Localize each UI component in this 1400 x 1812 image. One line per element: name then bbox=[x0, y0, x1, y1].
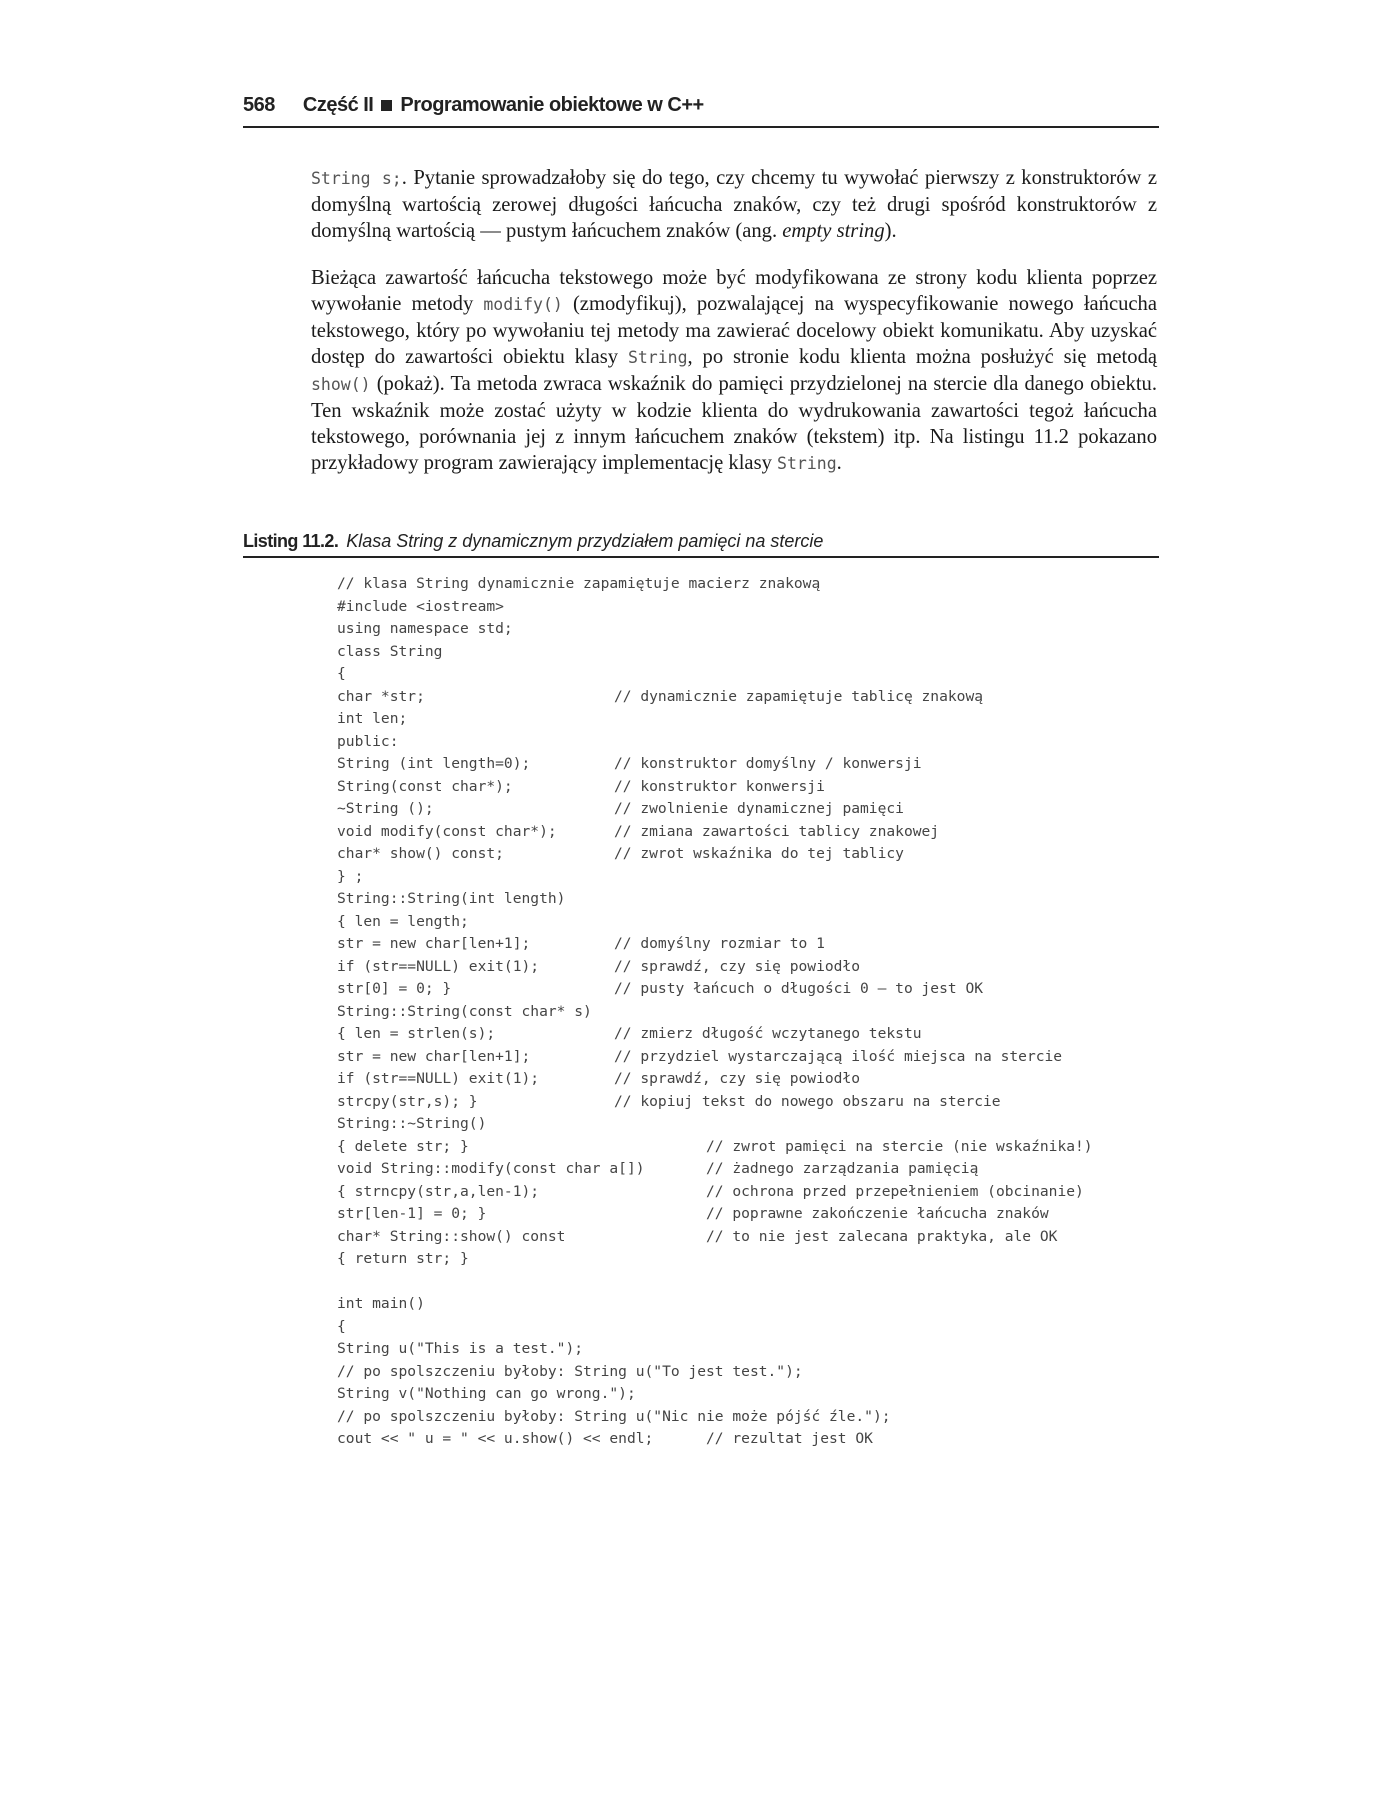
code-comment: // sprawdź, czy się powiodło bbox=[614, 957, 861, 975]
emphasis-term: empty string bbox=[782, 220, 885, 242]
code-comment: // to nie jest zalecana praktyka, ale OK bbox=[706, 1227, 1058, 1245]
code-line bbox=[337, 1158, 1157, 1181]
code-text: { delete str; } bbox=[337, 1137, 469, 1155]
part-label: Część II bbox=[302, 94, 374, 116]
code-text: #include <iostream> bbox=[337, 597, 504, 615]
running-head bbox=[243, 94, 1159, 117]
code-line bbox=[337, 641, 1157, 664]
code-line bbox=[337, 1248, 1157, 1271]
code-text: void String::modify(const char a[]) bbox=[337, 1160, 645, 1177]
listing-rule bbox=[243, 556, 1159, 558]
paragraph-text: , po stronie kodu klienta można posłużyć się metodą bbox=[687, 346, 1158, 368]
code-text: str = new char[len+1]; bbox=[337, 935, 531, 952]
code-text: using namespace std; bbox=[337, 620, 513, 637]
code-line bbox=[337, 1406, 1157, 1429]
code-comment: // poprawne zakończenie łańcucha znaków bbox=[706, 1205, 1049, 1222]
paragraph-text: Bieżąca zawartość łańcucha tekstowego może być modyfikowana ze strony kodu klienta poprzez wywołanie metody bbox=[311, 267, 1157, 315]
code-line bbox=[337, 1271, 1157, 1294]
header-rule bbox=[243, 126, 1159, 128]
inline-code: String bbox=[777, 454, 837, 473]
code-text: public: bbox=[337, 732, 399, 750]
code-text: strcpy(str,s); } bbox=[337, 1092, 478, 1110]
code-text: String(const char*); bbox=[337, 777, 513, 795]
code-line bbox=[337, 686, 1157, 709]
code-text: str = new char[len+1]; bbox=[337, 1047, 531, 1065]
code-line bbox=[337, 978, 1157, 1001]
paragraph-1 bbox=[311, 165, 1157, 244]
code-comment: // zmierz długość wczytanego tekstu bbox=[614, 1025, 922, 1042]
code-comment: // rezultat jest OK bbox=[706, 1430, 873, 1447]
code-line bbox=[337, 663, 1157, 686]
code-comment: // przydziel wystarczającą ilość miejsca na stercie bbox=[614, 1047, 1063, 1065]
paragraph-text: . bbox=[836, 452, 842, 474]
code-comment: // żadnego zarządzania pamięcią bbox=[706, 1160, 979, 1177]
code-text: String v("Nothing can go wrong."); bbox=[337, 1385, 636, 1402]
code-text: { bbox=[337, 1317, 346, 1335]
code-text: str[0] = 0; } bbox=[337, 980, 452, 997]
code-line bbox=[337, 1203, 1157, 1226]
code-line bbox=[337, 821, 1157, 844]
code-text: String u("This is a test."); bbox=[337, 1340, 584, 1357]
code-text: int len; bbox=[337, 710, 408, 727]
code-text: int main() bbox=[337, 1295, 425, 1312]
code-comment: // zwolnienie dynamicznej pamięci bbox=[614, 800, 904, 817]
inline-code: modify() bbox=[483, 295, 563, 314]
code-text: } ; bbox=[337, 867, 364, 885]
code-text: if (str==NULL) exit(1); bbox=[337, 1070, 540, 1087]
code-comment: // sprawdź, czy się powiodło bbox=[614, 1070, 861, 1087]
code-comment: // zwrot pamięci na stercie (nie wskaźnika!) bbox=[706, 1137, 1093, 1155]
code-line bbox=[337, 618, 1157, 641]
code-comment: // konstruktor domyślny / konwersji bbox=[614, 755, 922, 772]
code-text: str[len-1] = 0; } bbox=[337, 1205, 487, 1222]
inline-code: String s; bbox=[311, 169, 402, 188]
code-text: char* String::show() const bbox=[337, 1227, 566, 1245]
code-text: String::String(const char* s) bbox=[337, 1002, 592, 1020]
code-text: // klasa String dynamicznie zapamiętuje macierz znakową bbox=[337, 575, 821, 592]
paragraph-text: ). bbox=[884, 220, 897, 242]
code-line bbox=[337, 1226, 1157, 1249]
code-line bbox=[337, 1046, 1157, 1069]
code-comment: // konstruktor konwersji bbox=[614, 777, 825, 795]
code-line bbox=[337, 933, 1157, 956]
code-line bbox=[337, 1361, 1157, 1384]
code-line bbox=[337, 596, 1157, 619]
code-line bbox=[337, 843, 1157, 866]
code-comment: // ochrona przed przepełnieniem (obcinanie) bbox=[706, 1182, 1084, 1200]
code-line bbox=[337, 1091, 1157, 1114]
code-line bbox=[337, 1001, 1157, 1024]
code-line bbox=[337, 911, 1157, 934]
code-line bbox=[337, 866, 1157, 889]
code-text: char *str; bbox=[337, 687, 425, 705]
code-line bbox=[337, 708, 1157, 731]
code-line bbox=[337, 731, 1157, 754]
code-text: String::~String() bbox=[337, 1115, 487, 1132]
code-line bbox=[337, 573, 1157, 596]
code-line bbox=[337, 888, 1157, 911]
code-text: cout << " u = " << u.show() << endl; bbox=[337, 1430, 654, 1447]
code-line bbox=[337, 776, 1157, 799]
section-title: Programowanie obiektowe w C++ bbox=[400, 94, 704, 116]
code-listing bbox=[337, 573, 1157, 1451]
code-text: if (str==NULL) exit(1); bbox=[337, 957, 540, 975]
paragraph-text: . Pytanie sprowadzałoby się do tego, czy chcemy tu wywołać pierwszy z konstruktorów z domyślną wartością zerowej długości łańcucha znaków, czy też drugi spośród konstruktorów z domyślną wartością — pustym łańcuchem znaków (ang. bbox=[311, 167, 1158, 242]
code-line bbox=[337, 1181, 1157, 1204]
code-line bbox=[337, 1316, 1157, 1339]
code-line bbox=[337, 1428, 1157, 1451]
inline-code: String bbox=[627, 348, 688, 367]
code-line bbox=[337, 753, 1157, 776]
code-comment: // zmiana zawartości tablicy znakowej bbox=[614, 822, 940, 840]
listing-title: Klasa String z dynamicznym przydziałem pamięci na stercie bbox=[346, 531, 824, 551]
code-text: { strncpy(str,a,len-1); bbox=[337, 1182, 540, 1200]
code-comment: // domyślny rozmiar to 1 bbox=[614, 935, 825, 952]
code-text: { len = length; bbox=[337, 912, 469, 930]
code-line bbox=[337, 798, 1157, 821]
code-line bbox=[337, 1338, 1157, 1361]
code-line bbox=[337, 956, 1157, 979]
code-line bbox=[337, 1383, 1157, 1406]
code-line bbox=[337, 1068, 1157, 1091]
code-comment: // dynamicznie zapamiętuje tablicę znakową bbox=[614, 687, 984, 705]
code-line bbox=[337, 1293, 1157, 1316]
code-line bbox=[337, 1113, 1157, 1136]
code-text: { return str; } bbox=[337, 1250, 469, 1267]
code-text: // po spolszczeniu byłoby: String u("Nic nie może pójść źle."); bbox=[337, 1407, 891, 1425]
code-text: { bbox=[337, 665, 346, 682]
square-bullet-icon bbox=[381, 100, 392, 111]
code-text: String (int length=0); bbox=[337, 755, 531, 772]
code-line bbox=[337, 1136, 1157, 1159]
listing-label: Listing 11.2. bbox=[243, 531, 339, 551]
code-line bbox=[337, 1023, 1157, 1046]
paragraph-text: (pokaż). Ta metoda zwraca wskaźnik do pamięci przydzielonej na stercie dla danego obiektu. Ten wskaźnik może zostać użyty w kodzie klienta do wydrukowania zawartości tegoż łańcucha tekstowego, porównania jej z innym łańcuchem znaków (tekstem) itp. Na listingu 11.2 pokazano przykładowy program zawierający implementację klasy bbox=[311, 373, 1157, 474]
code-comment: // zwrot wskaźnika do tej tablicy bbox=[614, 845, 904, 862]
paragraph-2 bbox=[311, 265, 1157, 477]
code-text: String::String(int length) bbox=[337, 890, 566, 907]
code-text: ~String (); bbox=[337, 800, 434, 817]
code-comment: // kopiuj tekst do nowego obszaru na stercie bbox=[614, 1092, 1001, 1110]
inline-code: show() bbox=[311, 375, 371, 394]
paragraph-text: (zmodyfikuj), pozwalającej na wyspecyfikowanie nowego łańcucha tekstowego, który po wywołaniu tej metody ma zawierać docelowy obiekt komunikatu. Aby uzyskać dostęp do zawartości obiektu klasy bbox=[311, 293, 1157, 368]
code-text: void modify(const char*); bbox=[337, 822, 557, 840]
page-number: 568 bbox=[243, 94, 275, 116]
code-text: char* show() const; bbox=[337, 845, 504, 862]
code-text: class String bbox=[337, 642, 443, 660]
code-comment: // pusty łańcuch o długości 0 — to jest OK bbox=[614, 980, 984, 997]
code-text: // po spolszczeniu byłoby: String u("To jest test."); bbox=[337, 1362, 803, 1380]
code-text: { len = strlen(s); bbox=[337, 1025, 496, 1042]
listing-caption bbox=[243, 531, 1159, 552]
